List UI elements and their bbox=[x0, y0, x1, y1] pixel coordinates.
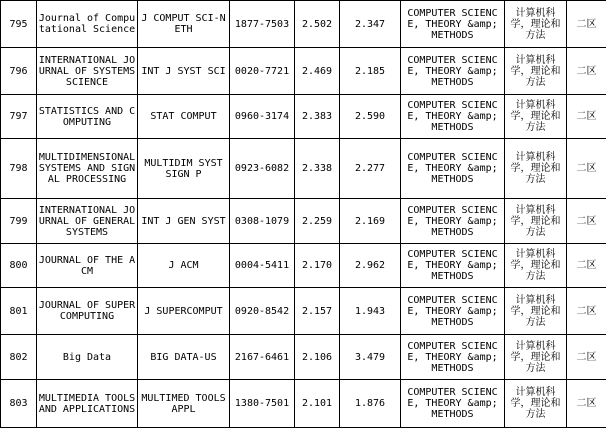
zone: 二区 bbox=[567, 288, 606, 335]
category: COMPUTER SCIENCE, THEORY &amp; METHODS bbox=[401, 335, 505, 380]
journal-title: MULTIMEDIA TOOLS AND APPLICATIONS bbox=[37, 380, 138, 428]
five-year-impact-factor: 1.876 bbox=[340, 380, 401, 428]
journal-abbreviation: J ACM bbox=[138, 244, 230, 288]
table-row bbox=[1, 244, 606, 288]
category: COMPUTER SCIENCE, THEORY &amp; METHODS bbox=[401, 139, 505, 199]
table-row bbox=[1, 380, 606, 428]
category-chinese: 计算机科学，理论和方法 bbox=[505, 1, 567, 48]
journal-abbreviation: STAT COMPUT bbox=[138, 95, 230, 139]
row-number: 796 bbox=[1, 48, 37, 95]
issn: 2167-6461 bbox=[230, 335, 295, 380]
table-row bbox=[1, 288, 606, 335]
journal-title: JOURNAL OF THE ACM bbox=[37, 244, 138, 288]
category-chinese: 计算机科学，理论和方法 bbox=[505, 244, 567, 288]
category: COMPUTER SCIENCE, THEORY &amp; METHODS bbox=[401, 95, 505, 139]
category-chinese: 计算机科学，理论和方法 bbox=[505, 139, 567, 199]
five-year-impact-factor: 2.590 bbox=[340, 95, 401, 139]
five-year-impact-factor: 2.169 bbox=[340, 199, 401, 244]
issn: 1380-7501 bbox=[230, 380, 295, 428]
table-row bbox=[1, 95, 606, 139]
journal-title: INTERNATIONAL JOURNAL OF SYSTEMS SCIENCE bbox=[37, 48, 138, 95]
five-year-impact-factor: 2.277 bbox=[340, 139, 401, 199]
row-number: 801 bbox=[1, 288, 37, 335]
category: COMPUTER SCIENCE, THEORY &amp; METHODS bbox=[401, 380, 505, 428]
journal-abbreviation: MULTIMED TOOLS APPL bbox=[138, 380, 230, 428]
impact-factor: 2.157 bbox=[295, 288, 340, 335]
category: COMPUTER SCIENCE, THEORY &amp; METHODS bbox=[401, 199, 505, 244]
row-number: 797 bbox=[1, 95, 37, 139]
row-number: 799 bbox=[1, 199, 37, 244]
issn: 0923-6082 bbox=[230, 139, 295, 199]
table-row bbox=[1, 48, 606, 95]
zone: 二区 bbox=[567, 139, 606, 199]
journal-abbreviation: INT J GEN SYST bbox=[138, 199, 230, 244]
zone: 二区 bbox=[567, 199, 606, 244]
table-row bbox=[1, 1, 606, 48]
zone: 二区 bbox=[567, 335, 606, 380]
issn: 0020-7721 bbox=[230, 48, 295, 95]
issn: 0004-5411 bbox=[230, 244, 295, 288]
five-year-impact-factor: 3.479 bbox=[340, 335, 401, 380]
journal-title: Journal of Computational Science bbox=[37, 1, 138, 48]
row-number: 798 bbox=[1, 139, 37, 199]
journal-title: JOURNAL OF SUPERCOMPUTING bbox=[37, 288, 138, 335]
journal-title: INTERNATIONAL JOURNAL OF GENERAL SYSTEMS bbox=[37, 199, 138, 244]
journal-abbreviation: MULTIDIM SYST SIGN P bbox=[138, 139, 230, 199]
impact-factor: 2.101 bbox=[295, 380, 340, 428]
journal-abbreviation: BIG DATA-US bbox=[138, 335, 230, 380]
category-chinese: 计算机科学，理论和方法 bbox=[505, 199, 567, 244]
issn: 1877-7503 bbox=[230, 1, 295, 48]
table-row bbox=[1, 335, 606, 380]
journal-abbreviation: J SUPERCOMPUT bbox=[138, 288, 230, 335]
category-chinese: 计算机科学，理论和方法 bbox=[505, 48, 567, 95]
issn: 0960-3174 bbox=[230, 95, 295, 139]
row-number: 803 bbox=[1, 380, 37, 428]
journal-title: STATISTICS AND COMPUTING bbox=[37, 95, 138, 139]
impact-factor: 2.383 bbox=[295, 95, 340, 139]
journal-title: MULTIDIMENSIONAL SYSTEMS AND SIGNAL PROCESSING bbox=[37, 139, 138, 199]
category-chinese: 计算机科学，理论和方法 bbox=[505, 380, 567, 428]
row-number: 800 bbox=[1, 244, 37, 288]
journal-abbreviation: INT J SYST SCI bbox=[138, 48, 230, 95]
journal-abbreviation: J COMPUT SCI-NETH bbox=[138, 1, 230, 48]
zone: 二区 bbox=[567, 48, 606, 95]
zone: 二区 bbox=[567, 95, 606, 139]
five-year-impact-factor: 2.962 bbox=[340, 244, 401, 288]
zone: 二区 bbox=[567, 1, 606, 48]
table-row bbox=[1, 139, 606, 199]
five-year-impact-factor: 1.943 bbox=[340, 288, 401, 335]
journal-title: Big Data bbox=[37, 335, 138, 380]
zone: 二区 bbox=[567, 244, 606, 288]
table-row bbox=[1, 199, 606, 244]
impact-factor: 2.259 bbox=[295, 199, 340, 244]
zone: 二区 bbox=[567, 380, 606, 428]
issn: 0920-8542 bbox=[230, 288, 295, 335]
category: COMPUTER SCIENCE, THEORY &amp; METHODS bbox=[401, 1, 505, 48]
category-chinese: 计算机科学，理论和方法 bbox=[505, 288, 567, 335]
impact-factor: 2.338 bbox=[295, 139, 340, 199]
five-year-impact-factor: 2.185 bbox=[340, 48, 401, 95]
row-number: 795 bbox=[1, 1, 37, 48]
category-chinese: 计算机科学，理论和方法 bbox=[505, 95, 567, 139]
impact-factor: 2.502 bbox=[295, 1, 340, 48]
impact-factor: 2.469 bbox=[295, 48, 340, 95]
category-chinese: 计算机科学，理论和方法 bbox=[505, 335, 567, 380]
impact-factor: 2.106 bbox=[295, 335, 340, 380]
issn: 0308-1079 bbox=[230, 199, 295, 244]
impact-factor: 2.170 bbox=[295, 244, 340, 288]
row-number: 802 bbox=[1, 335, 37, 380]
category: COMPUTER SCIENCE, THEORY &amp; METHODS bbox=[401, 244, 505, 288]
category: COMPUTER SCIENCE, THEORY &amp; METHODS bbox=[401, 288, 505, 335]
category: COMPUTER SCIENCE, THEORY &amp; METHODS bbox=[401, 48, 505, 95]
table-body bbox=[1, 1, 606, 428]
five-year-impact-factor: 2.347 bbox=[340, 1, 401, 48]
